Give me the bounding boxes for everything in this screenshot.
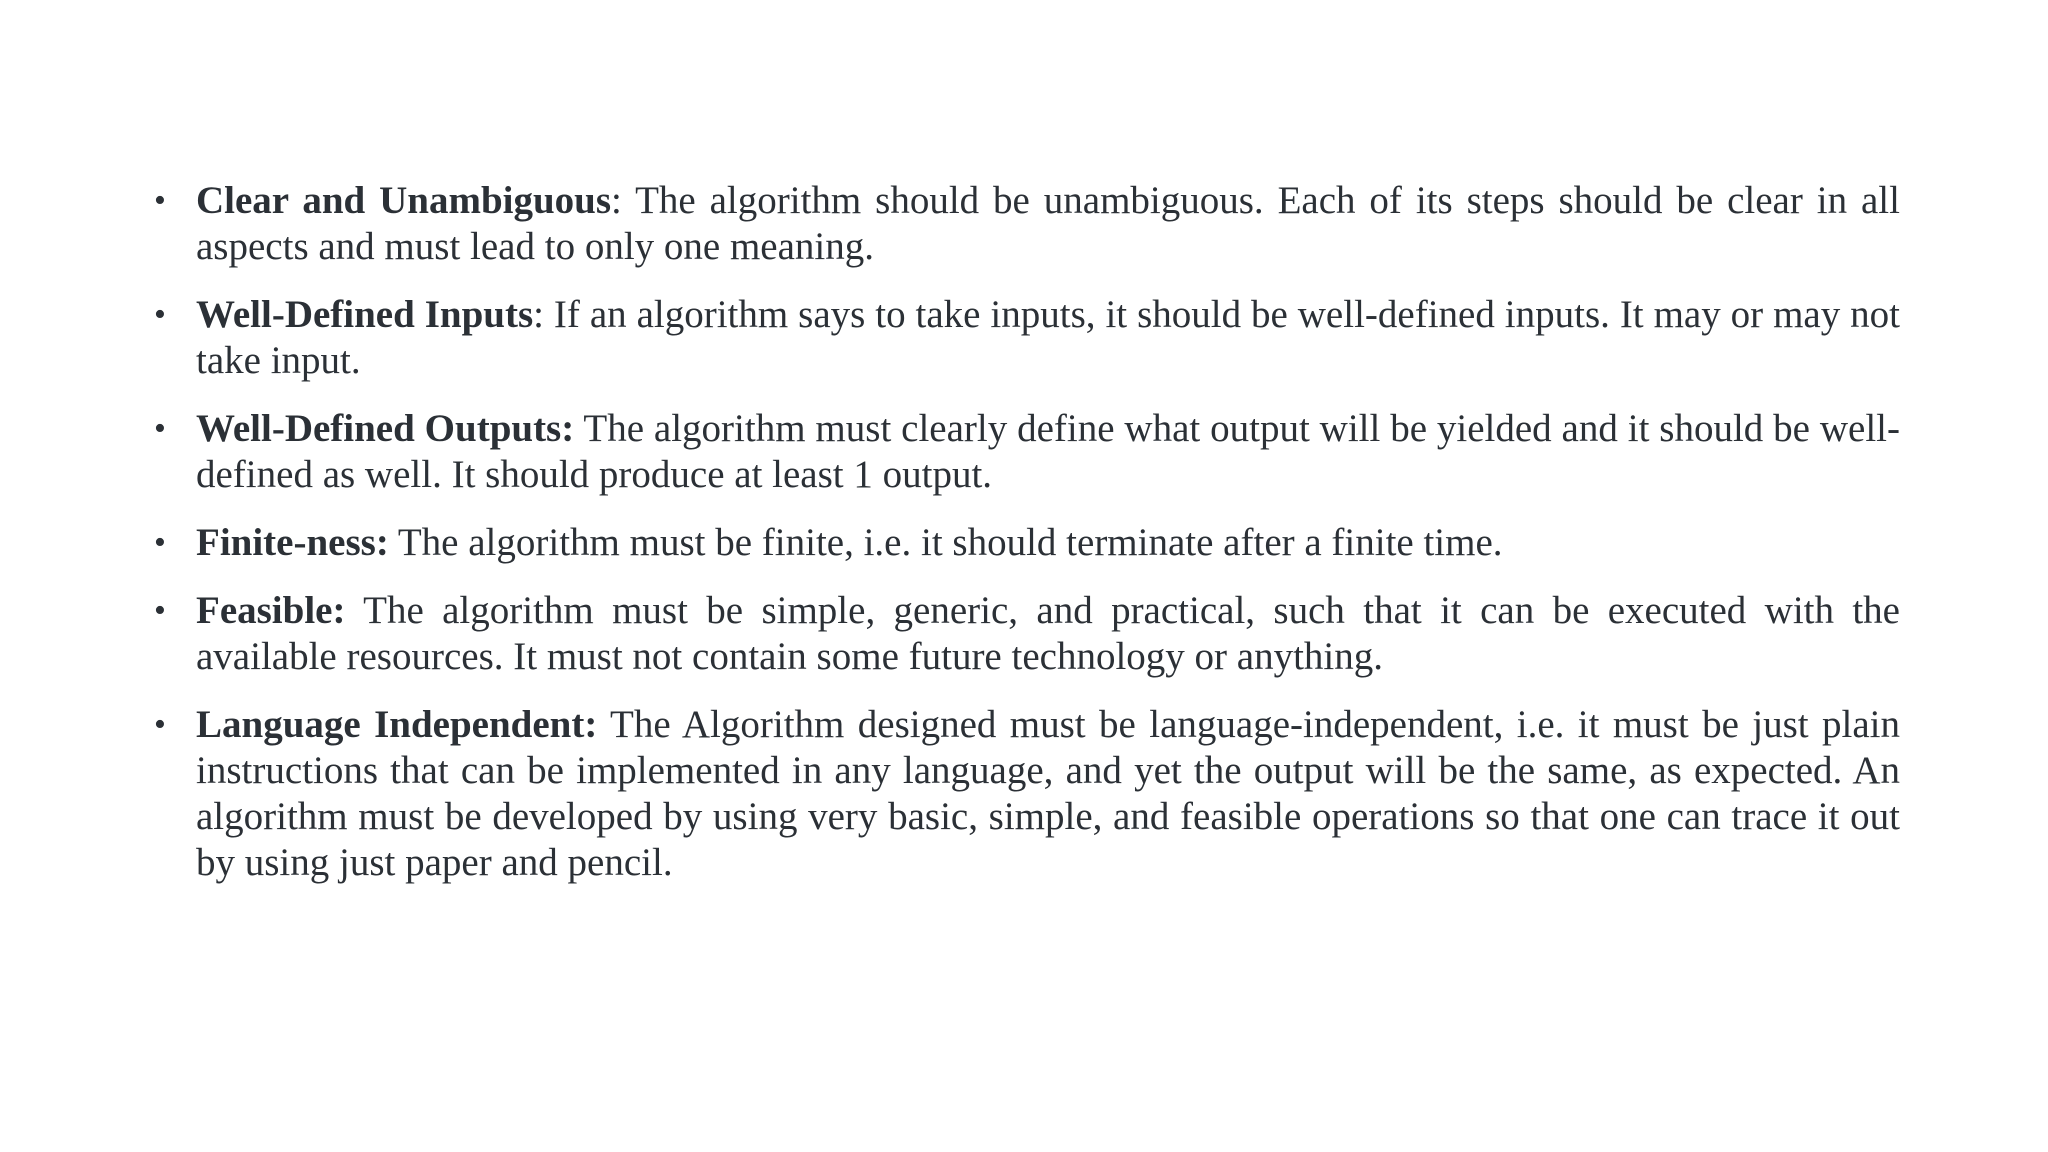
list-item <box>150 178 1900 270</box>
list-item <box>150 702 1900 886</box>
list-item <box>150 588 1900 680</box>
item-term: Well-Defined Outputs: <box>196 407 575 450</box>
item-description: The algorithm must clearly define what output will be yielded and it should be well-defined as well. It should produce at least 1 output. <box>196 407 1900 496</box>
list-item <box>150 520 1900 566</box>
item-description: The algorithm must be finite, i.e. it should terminate after a finite time. <box>388 521 1503 564</box>
bullet-icon: • <box>154 182 166 219</box>
bullet-icon: • <box>154 592 166 629</box>
item-term: Feasible: <box>196 589 346 632</box>
bullet-icon: • <box>154 706 166 743</box>
item-description: : If an algorithm says to take inputs, it should be well-defined inputs. It may or may not take input. <box>196 293 1900 382</box>
item-description: The Algorithm designed must be language-independent, i.e. it must be just plain instructions that can be implemented in any language, and yet the output will be the same, as expected. An algorithm must be developed by using very basic, simple, and feasible operations so that one can trace it out by using just paper and pencil. <box>196 703 1900 884</box>
list-item <box>150 292 1900 384</box>
item-term: Clear and Unambiguous <box>196 179 612 222</box>
item-description: : The algorithm should be unambiguous. Each of its steps should be clear in all aspects and must lead to only one meaning. <box>196 179 1900 268</box>
item-term: Language Independent: <box>196 703 598 746</box>
bullet-list <box>150 178 1900 908</box>
item-term: Finite-ness: <box>196 521 389 564</box>
bullet-icon: • <box>154 410 166 447</box>
item-description: The algorithm must be simple, generic, and practical, such that it can be executed with the available resources. It must not contain some future technology or anything. <box>196 589 1900 678</box>
bullet-icon: • <box>154 524 166 561</box>
list-item <box>150 406 1900 498</box>
item-term: Well-Defined Inputs <box>196 293 534 336</box>
bullet-icon: • <box>154 296 166 333</box>
